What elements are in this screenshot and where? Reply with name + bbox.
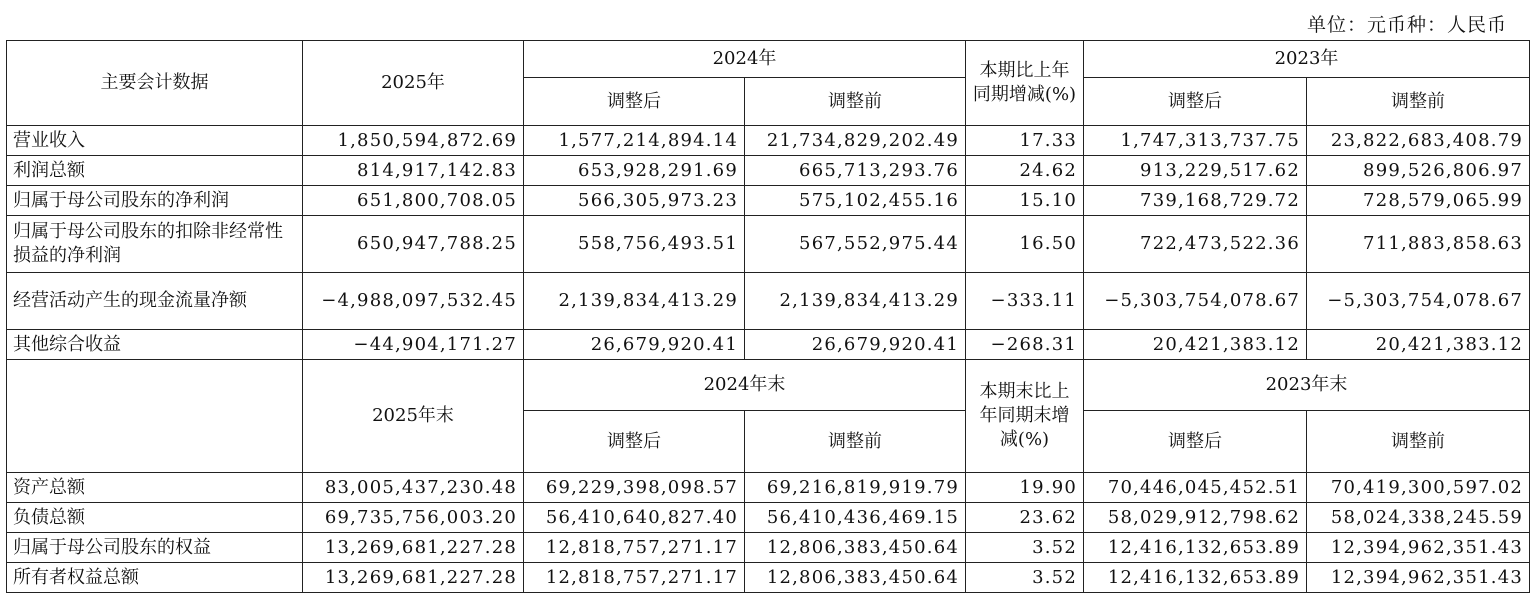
header-2024-end-adjusted-after: 调整后 [524, 411, 745, 473]
value-2024-end-adjusted-before: 56,410,436,469.15 [745, 503, 966, 533]
header-change-end-pct: 本期末比上年同期末增减(%) [966, 360, 1084, 473]
value-2023-end-adjusted-before: 12,394,962,351.43 [1307, 533, 1530, 563]
table-row [7, 330, 1530, 360]
table-row [7, 126, 1530, 156]
row-label: 所有者权益总额 [7, 563, 303, 593]
row-label: 利润总额 [7, 156, 303, 186]
value-2023-end-adjusted-after: 12,416,132,653.89 [1084, 533, 1307, 563]
value-2023-adjusted-before: 728,579,065.99 [1307, 186, 1530, 216]
row-label: 归属于母公司股东的权益 [7, 533, 303, 563]
value-change-pct: 19.90 [966, 473, 1084, 503]
value-2023-adjusted-before: 20,421,383.12 [1307, 330, 1530, 360]
value-2024-adjusted-after: 558,756,493.51 [524, 216, 745, 273]
header-change-pct: 本期比上年同期增减(%) [966, 41, 1084, 126]
row-label: 经营活动产生的现金流量净额 [7, 273, 303, 330]
table-row [7, 216, 1530, 273]
value-2023-adjusted-before: −5,303,754,078.67 [1307, 273, 1530, 330]
value-2024-end-adjusted-before: 69,216,819,919.79 [745, 473, 966, 503]
value-2023-end-adjusted-before: 58,024,338,245.59 [1307, 503, 1530, 533]
value-2024-adjusted-after: 2,139,834,413.29 [524, 273, 745, 330]
value-2025-end: 69,735,756,003.20 [303, 503, 524, 533]
header-2024-end-adjusted-before: 调整前 [745, 411, 966, 473]
header-2023-adjusted-after: 调整后 [1084, 78, 1307, 126]
value-change-pct: 3.52 [966, 533, 1084, 563]
value-change-pct: 16.50 [966, 216, 1084, 273]
value-2024-adjusted-before: 2,139,834,413.29 [745, 273, 966, 330]
value-2024-end-adjusted-before: 12,806,383,450.64 [745, 533, 966, 563]
value-2025: 650,947,788.25 [303, 216, 524, 273]
row-label: 营业收入 [7, 126, 303, 156]
value-2023-end-adjusted-after: 58,029,912,798.62 [1084, 503, 1307, 533]
header-main-label-empty [7, 360, 303, 473]
value-2025: 1,850,594,872.69 [303, 126, 524, 156]
value-change-pct: −268.31 [966, 330, 1084, 360]
value-change-pct: −333.11 [966, 273, 1084, 330]
value-change-pct: 3.52 [966, 563, 1084, 593]
row-label: 归属于母公司股东的净利润 [7, 186, 303, 216]
header-2025-end: 2025年末 [303, 360, 524, 473]
value-2023-end-adjusted-after: 12,416,132,653.89 [1084, 563, 1307, 593]
header-2023-end: 2023年末 [1084, 360, 1530, 411]
header-2023-end-adjusted-after: 调整后 [1084, 411, 1307, 473]
row-label: 资产总额 [7, 473, 303, 503]
value-2024-adjusted-after: 26,679,920.41 [524, 330, 745, 360]
value-2024-end-adjusted-after: 69,229,398,098.57 [524, 473, 745, 503]
value-2023-adjusted-after: 722,473,522.36 [1084, 216, 1307, 273]
table-row [7, 273, 1530, 330]
value-change-pct: 17.33 [966, 126, 1084, 156]
value-change-pct: 24.62 [966, 156, 1084, 186]
header-2023: 2023年 [1084, 41, 1530, 78]
value-2023-adjusted-before: 711,883,858.63 [1307, 216, 1530, 273]
value-2024-adjusted-before: 26,679,920.41 [745, 330, 966, 360]
value-2024-adjusted-after: 653,928,291.69 [524, 156, 745, 186]
value-2023-adjusted-after: 739,168,729.72 [1084, 186, 1307, 216]
table-row [7, 563, 1530, 593]
value-2023-end-adjusted-before: 70,419,300,597.02 [1307, 473, 1530, 503]
value-2024-adjusted-before: 21,734,829,202.49 [745, 126, 966, 156]
value-2025: 814,917,142.83 [303, 156, 524, 186]
header-2023-end-adjusted-before: 调整前 [1307, 411, 1530, 473]
value-2025-end: 13,269,681,227.28 [303, 563, 524, 593]
row-label: 归属于母公司股东的扣除非经常性损益的净利润 [7, 216, 303, 273]
header-row-1 [7, 41, 1530, 78]
header-2023-adjusted-before: 调整前 [1307, 78, 1530, 126]
value-2024-end-adjusted-after: 12,818,757,271.17 [524, 533, 745, 563]
header-row-3 [7, 360, 1530, 411]
value-change-pct: 23.62 [966, 503, 1084, 533]
value-2024-adjusted-before: 567,552,975.44 [745, 216, 966, 273]
value-2024-adjusted-after: 1,577,214,894.14 [524, 126, 745, 156]
table-row [7, 533, 1530, 563]
value-2024-adjusted-after: 566,305,973.23 [524, 186, 745, 216]
value-2025: −4,988,097,532.45 [303, 273, 524, 330]
value-2025: 651,800,708.05 [303, 186, 524, 216]
value-2023-end-adjusted-before: 12,394,962,351.43 [1307, 563, 1530, 593]
table-row [7, 503, 1530, 533]
table-row [7, 473, 1530, 503]
value-2024-adjusted-before: 575,102,455.16 [745, 186, 966, 216]
value-2025-end: 13,269,681,227.28 [303, 533, 524, 563]
value-2024-end-adjusted-after: 12,818,757,271.17 [524, 563, 745, 593]
value-change-pct: 15.10 [966, 186, 1084, 216]
key-accounting-data-table [6, 40, 1530, 593]
value-2023-adjusted-before: 23,822,683,408.79 [1307, 126, 1530, 156]
header-2024-end: 2024年末 [524, 360, 966, 411]
value-2023-adjusted-after: −5,303,754,078.67 [1084, 273, 1307, 330]
value-2023-adjusted-before: 899,526,806.97 [1307, 156, 1530, 186]
unit-currency-note: 单位：元币种：人民币 [1306, 14, 1507, 36]
value-2024-end-adjusted-after: 56,410,640,827.40 [524, 503, 745, 533]
value-2023-end-adjusted-after: 70,446,045,452.51 [1084, 473, 1307, 503]
value-2023-adjusted-after: 1,747,313,737.75 [1084, 126, 1307, 156]
row-label: 负债总额 [7, 503, 303, 533]
row-label: 其他综合收益 [7, 330, 303, 360]
header-2024: 2024年 [524, 41, 966, 78]
table-row [7, 186, 1530, 216]
header-2025: 2025年 [303, 41, 524, 126]
header-2024-adjusted-before: 调整前 [745, 78, 966, 126]
table-row [7, 156, 1530, 186]
value-2023-adjusted-after: 20,421,383.12 [1084, 330, 1307, 360]
header-main-label: 主要会计数据 [7, 41, 303, 126]
header-2024-adjusted-after: 调整后 [524, 78, 745, 126]
value-2023-adjusted-after: 913,229,517.62 [1084, 156, 1307, 186]
value-2025: −44,904,171.27 [303, 330, 524, 360]
value-2025-end: 83,005,437,230.48 [303, 473, 524, 503]
value-2024-adjusted-before: 665,713,293.76 [745, 156, 966, 186]
value-2024-end-adjusted-before: 12,806,383,450.64 [745, 563, 966, 593]
